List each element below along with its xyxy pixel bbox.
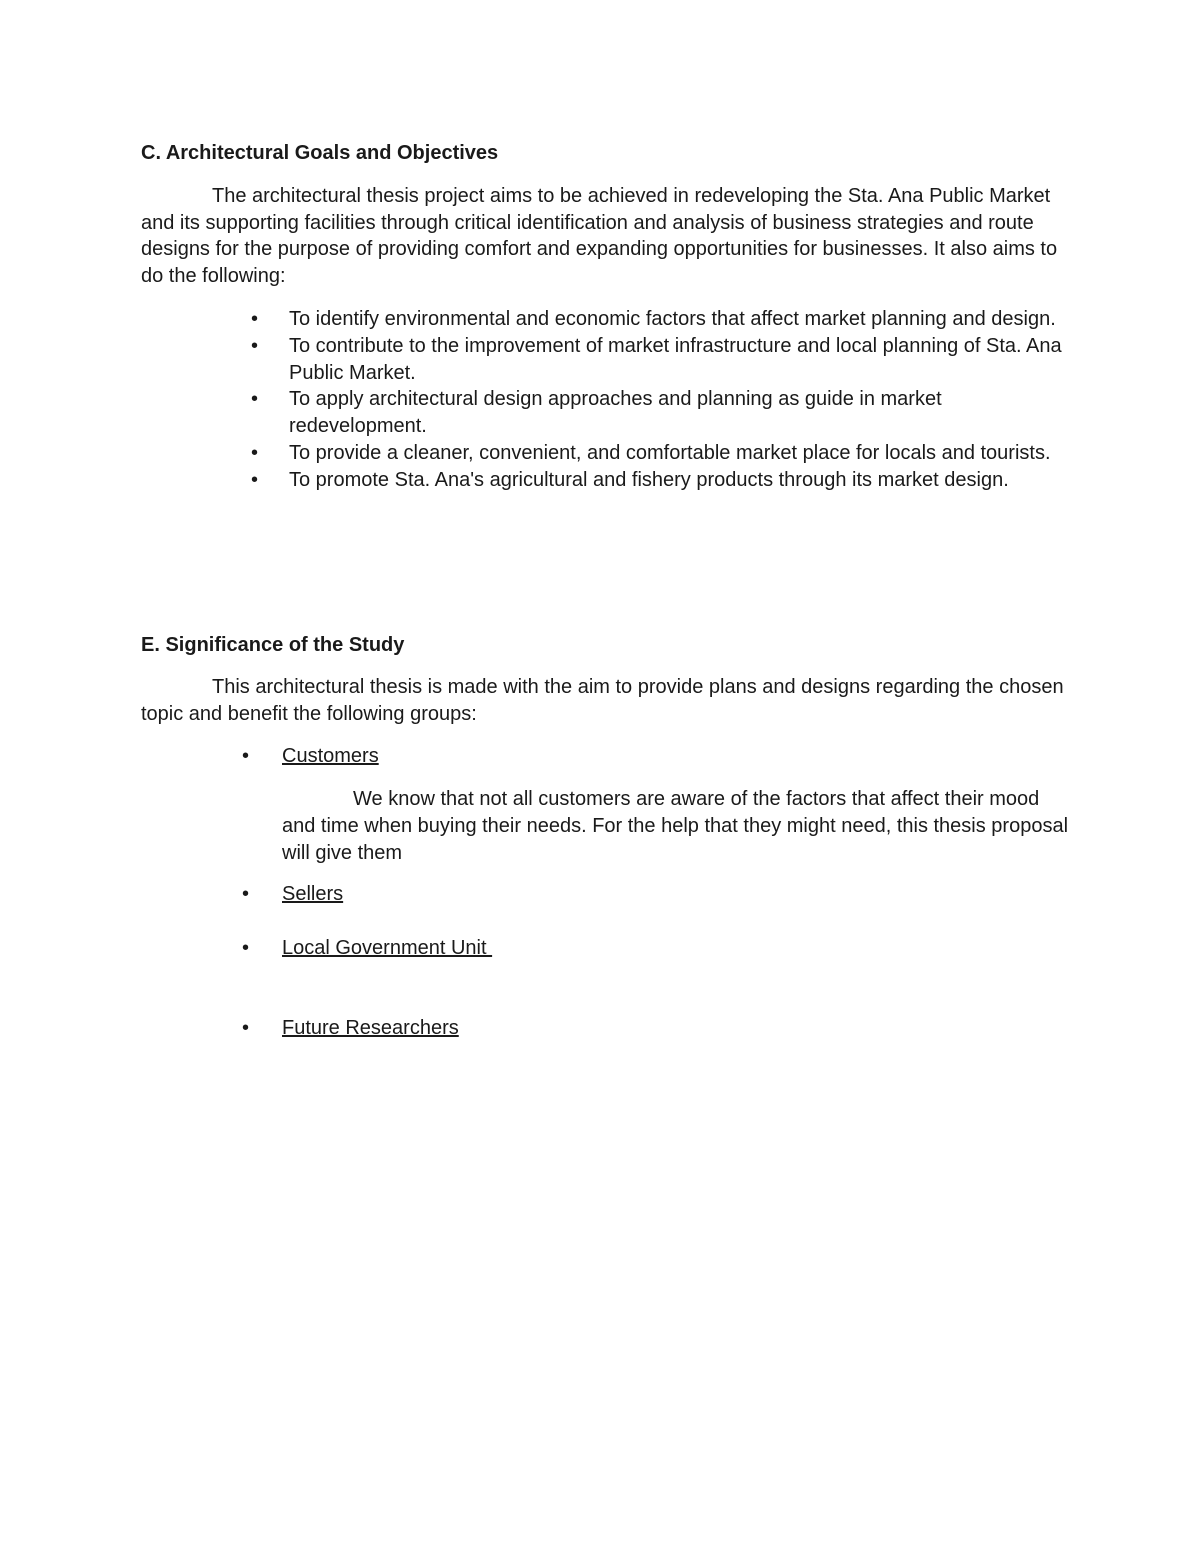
bullet-icon: •: [242, 883, 250, 905]
customers-description: We know that not all customers are aware of the factors that affect their mood and time when buying their needs. For the help that they might need, this thesis proposal will give them: [282, 788, 1069, 864]
group-item-local-government-unit: [242, 935, 1072, 962]
group-label: Future Researchers: [282, 1017, 459, 1039]
objective-item: [251, 386, 1069, 440]
bullet-icon: •: [251, 334, 259, 357]
bullet-icon: •: [251, 468, 259, 491]
group-label: Sellers: [282, 883, 344, 905]
section-c-intro: The architectural thesis project aims to be achieved in redeveloping the Sta. Ana Public Market and its supporting facilities through critical identification and analysis of business strategies and route designs for the purpose of providing comfort and expanding opportunities for businesses. It also aims to do the following:: [141, 185, 1058, 287]
section-c-heading: C. Architectural Goals and Objectives: [141, 142, 499, 164]
objective-text: To provide a cleaner, convenient, and comfortable market place for locals and tourists.: [289, 441, 1051, 464]
group-label: Local Government Unit: [282, 937, 493, 959]
objective-item: [251, 333, 1069, 387]
section-e-intro: This architectural thesis is made with the aim to provide plans and designs regarding the chosen topic and benefit the following groups:: [141, 676, 1064, 725]
bullet-icon: •: [251, 308, 259, 330]
objective-item: [251, 306, 1069, 333]
bullet-icon: •: [251, 388, 259, 411]
bullet-icon: •: [242, 745, 250, 767]
group-item-future-researchers: [242, 1015, 1072, 1042]
objective-text: To apply architectural design approaches and planning as guide in market redevelopment.: [289, 388, 942, 438]
bullet-icon: •: [251, 441, 259, 464]
group-item-sellers: [242, 881, 1072, 908]
section-e-heading: E. Significance of the Study: [141, 634, 405, 656]
group-label: Customers: [282, 745, 379, 767]
objective-text: To promote Sta. Ana's agricultural and fishery products through its market design.: [289, 468, 1009, 491]
objectives-list: [251, 306, 1069, 494]
objective-text: To identify environmental and economic factors that affect market planning and design.: [289, 308, 1056, 330]
objective-item: [251, 467, 1069, 494]
objective-text: To contribute to the improvement of market infrastructure and local planning of Sta. Ana Public Market.: [289, 334, 1062, 384]
objective-item: [251, 440, 1069, 467]
bullet-icon: •: [242, 937, 250, 959]
bullet-icon: •: [242, 1017, 250, 1039]
group-item-customers: [242, 743, 1072, 770]
